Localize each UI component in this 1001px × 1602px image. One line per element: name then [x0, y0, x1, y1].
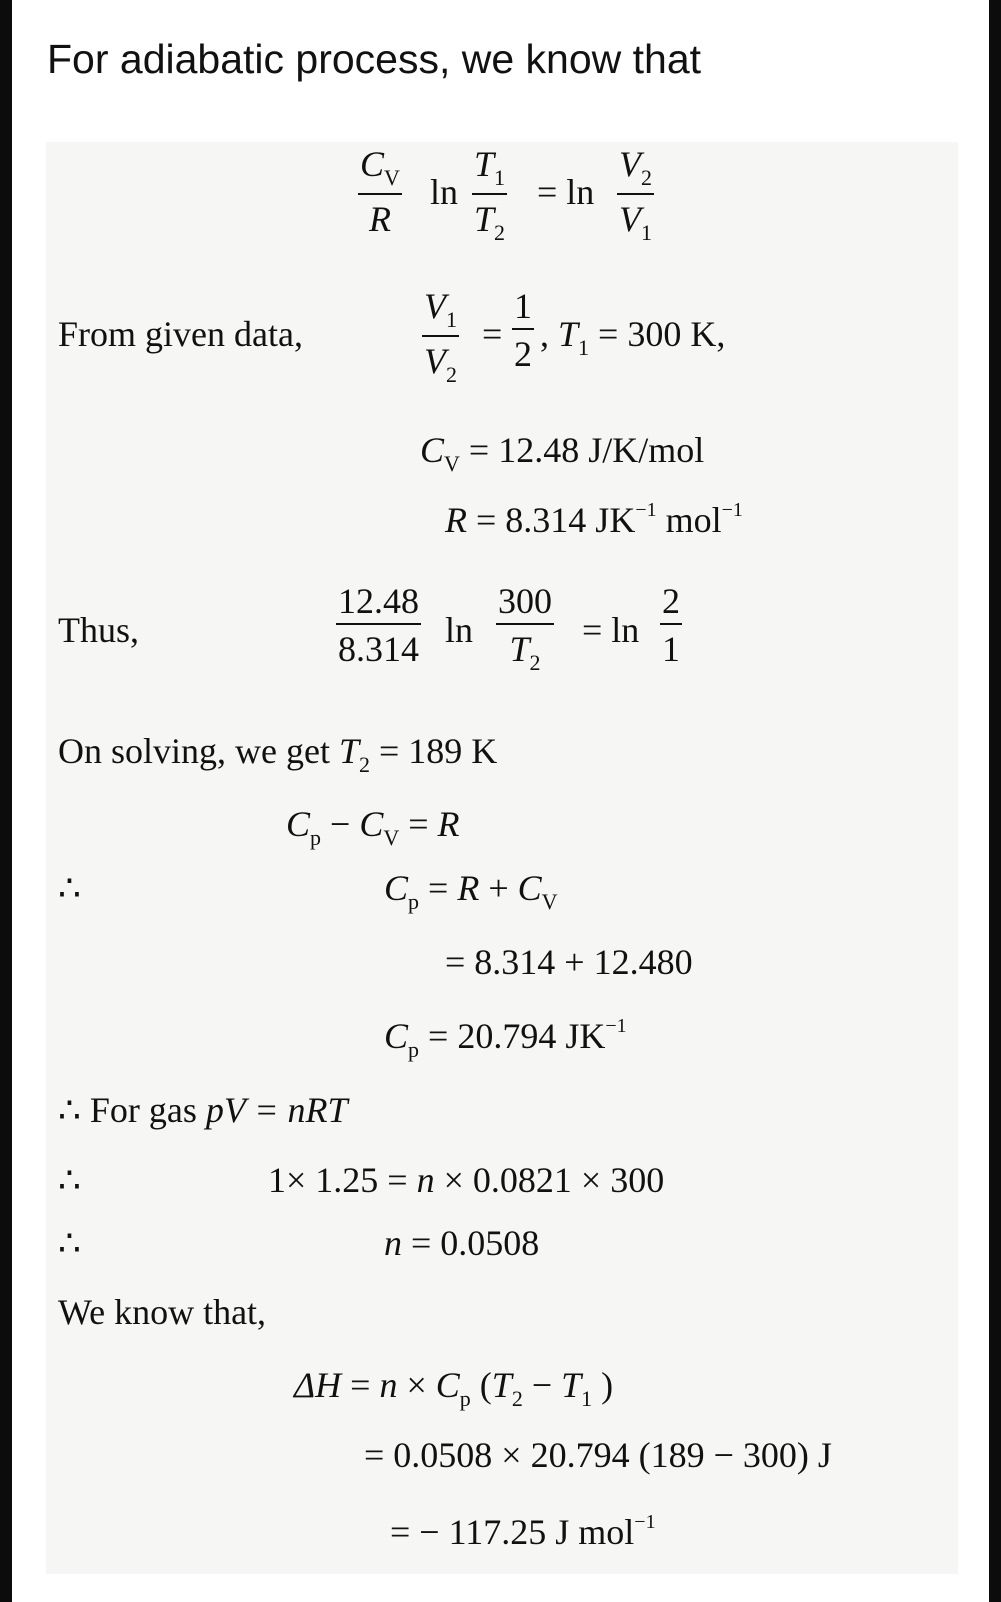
v1-over-v2: $\frac{V_1}{V_2}$ [424, 286, 457, 387]
we-know-that: We know that, [58, 1292, 267, 1332]
one-half: $\frac{1}{2}$ [514, 286, 532, 374]
cp-minus-cv: $C_p - C_V = R$ [286, 804, 460, 850]
enthalpy-formula: $\Delta H = n \times C_p$ ($T_2 - T_1$ ) [294, 1365, 614, 1411]
cp-sum: = 8.314 + 12.480 [445, 942, 693, 982]
thus-ln: ln [445, 610, 474, 650]
cv-over-r-numeric: $\frac{12.48}{8.314}$ [338, 581, 419, 669]
r-value: R = 8.314 $JK^{-1}$ mol$^{-1}$ [445, 499, 743, 540]
solving-line: On solving, we get $T_2 = 189$ K [58, 731, 498, 777]
heading: For adiabatic process, we know that [47, 36, 702, 82]
v2-over-v1: $\frac{V_2}{V_1}$ [619, 144, 652, 245]
given-label: From given data, [58, 314, 303, 354]
t1-over-t2: $\frac{T_1}{T_2}$ [474, 144, 506, 245]
thus-equals-ln: = ln [582, 610, 640, 650]
300-over-t2: $\frac{300}{T_2}$ [498, 581, 552, 675]
equals-ln: = ln [537, 172, 595, 212]
therefore-symbol: ∴ [58, 1160, 81, 1200]
enthalpy-result: = − 117.25 J mol$^{-1}$ [390, 1511, 656, 1552]
gas-law-line: ∴ For gas pV = nRT [58, 1090, 348, 1130]
t1-given: , $T_1 = 300$ K, [540, 314, 726, 360]
scanned-solution [46, 142, 958, 1574]
therefore-symbol: ∴ [58, 868, 81, 908]
left-edge [0, 0, 12, 1602]
moles-value: n = 0.0508 [384, 1223, 540, 1263]
thus-label: Thus, [58, 610, 139, 650]
cp-value: $C_p = 20.794$ $JK^{-1}$ [384, 1015, 627, 1062]
two-over-one: $\frac{2}{1}$ [662, 581, 680, 669]
moles-equation: 1× 1.25 = n × 0.0821 × 300 [268, 1160, 665, 1200]
enthalpy-substitution: = 0.0508 × 20.794 (189 − 300) J [364, 1435, 832, 1475]
cp-equals: $C_p = R + C_V$ [384, 868, 558, 914]
right-edge [989, 0, 1001, 1602]
cv-over-r: $\frac{C_V}{R}$ [360, 144, 400, 239]
therefore-symbol: ∴ [58, 1223, 81, 1263]
ln-label: ln [430, 172, 459, 212]
given-equals: = [482, 314, 503, 354]
cv-value: $C_V = 12.48$ J/K/mol [420, 430, 705, 476]
